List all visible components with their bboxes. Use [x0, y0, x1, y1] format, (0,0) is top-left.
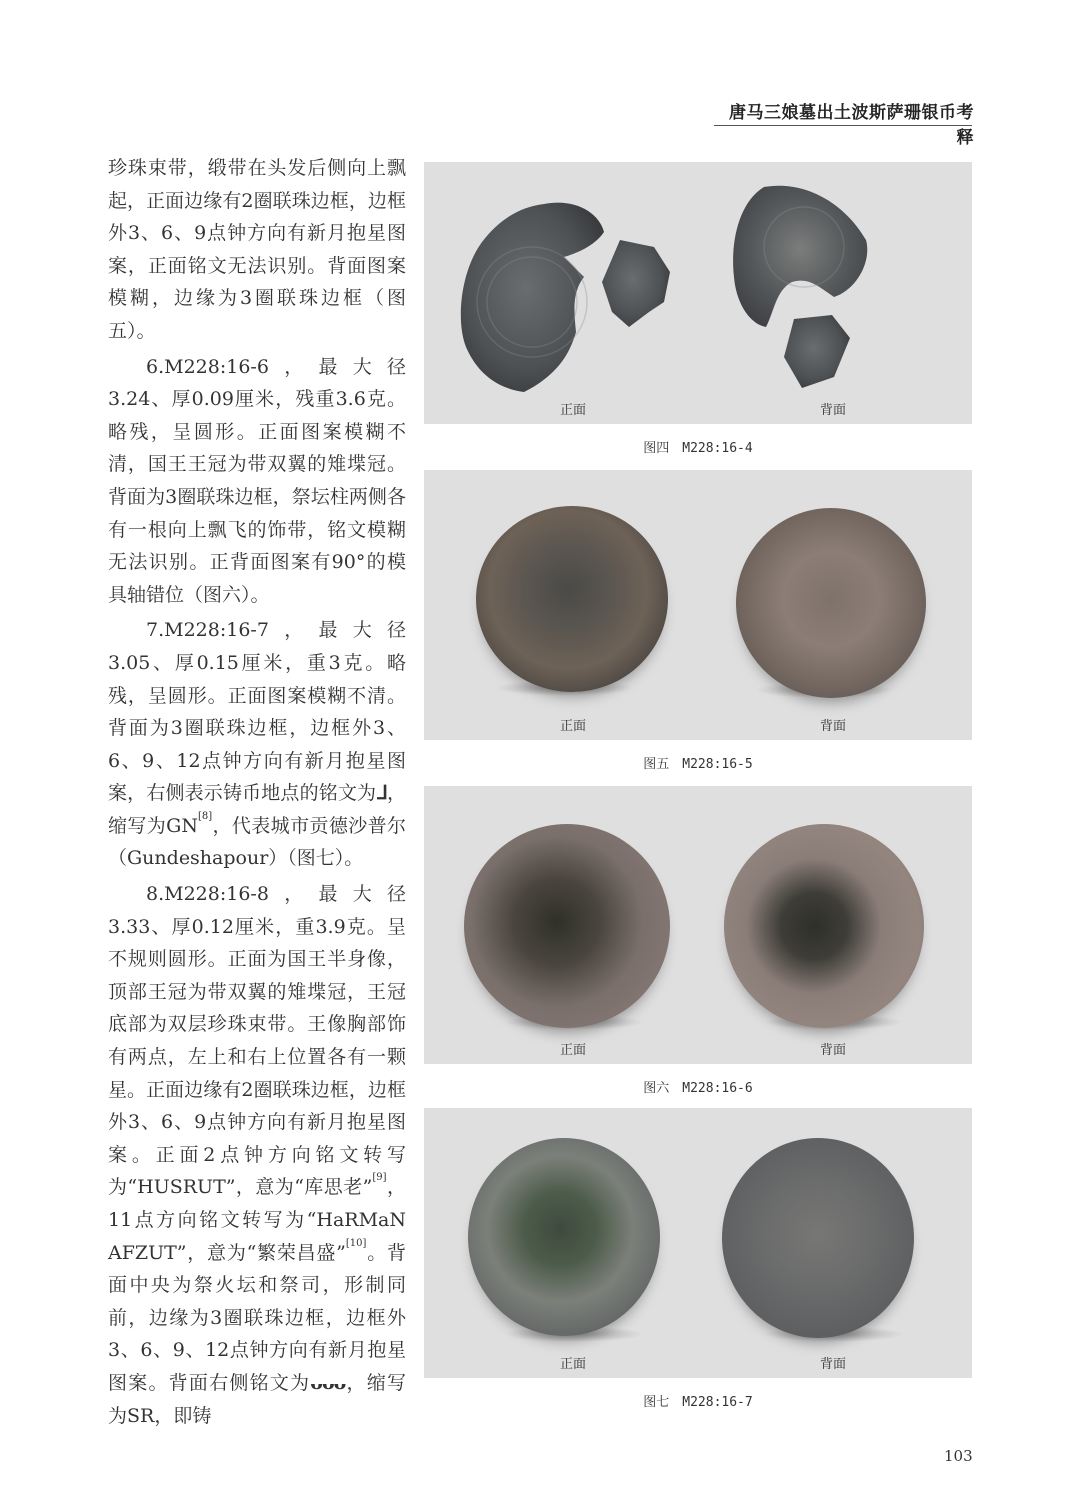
coin-reverse-image	[724, 824, 924, 1028]
reverse-label: 背面	[820, 1357, 847, 1372]
figure-6	[424, 786, 972, 1096]
figure-caption: 图六 M228:16-6	[643, 1081, 753, 1096]
coin-photo-panel	[424, 162, 972, 424]
pahlavi-mint-glyph-gn: ᒧ	[376, 782, 387, 805]
coin-fragments-image	[424, 162, 972, 424]
paragraph-item-7	[108, 614, 406, 875]
coin-photo-panel	[424, 786, 972, 1064]
paragraph-continued: 珍珠束带，缎带在头发后侧向上飘起，正面边缘有2圈联珠边框，边框外3、6、9点钟方向有新月抱星图案，正面铭文无法识别。背面图案模糊，边缘为3圈联珠边框（图五）。	[108, 157, 406, 342]
text-run: 8.M228:16-8，最大径3.33、厚0.12厘米，重3.9克。呈不规则圆形。正面为国王半身像，顶部王冠为带双翼的雉堞冠，王冠底部为双层珍珠束带。王像胸部饰有两点，左上和右上位置各有一颗星。正面边缘有2圈联珠边框，边框外3、6、9点钟方向有新月抱星图案。正面2点钟方向铭文转写为“HUSRUT”，意为“库思老”	[108, 883, 406, 1199]
figure-4	[424, 162, 972, 456]
footnote-ref-10[interactable]: [10]	[345, 1237, 367, 1249]
coin-obverse-image	[464, 824, 670, 1028]
figure-caption: 图四 M228:16-4	[643, 441, 753, 456]
reverse-label: 背面	[820, 1043, 847, 1058]
footnote-ref-9[interactable]: [9]	[372, 1172, 387, 1184]
paragraph-item-8	[108, 878, 406, 1432]
obverse-label: 正面	[560, 1357, 587, 1372]
reverse-label: 背面	[820, 719, 847, 734]
reverse-label: 背面	[820, 403, 847, 418]
figure-caption: 图五 M228:16-5	[643, 757, 753, 772]
pahlavi-mint-glyph-sr: ᴗᴗᴗ	[310, 1371, 346, 1394]
footnote-ref-8[interactable]: [8]	[197, 810, 213, 822]
obverse-label: 正面	[560, 1043, 587, 1058]
page-number: 103	[944, 1447, 973, 1465]
coin-obverse-image	[476, 506, 668, 692]
figure-7	[424, 1108, 972, 1410]
running-header-title: 唐马三娘墓出土波斯萨珊银币考释	[729, 103, 974, 148]
coin-obverse-image	[468, 1138, 660, 1336]
header-rule	[714, 125, 972, 126]
obverse-label: 正面	[560, 403, 587, 418]
coin-photo-panel	[424, 470, 972, 740]
body-text-column	[108, 152, 406, 1435]
coin-reverse-image	[722, 1138, 914, 1338]
coin-photo-panel	[424, 1108, 972, 1378]
obverse-label: 正面	[560, 719, 587, 734]
text-run: ，11点方向铭文转写为“HaRMaN AFZUT”，意为“繁荣昌盛”	[108, 1176, 406, 1264]
text-run: ，缩写为SR，即铸	[108, 1371, 406, 1427]
text-run: ，代表城市贡德沙普尔（Gundeshapour）（图七）。	[108, 814, 406, 870]
paragraph-item-6: 6.M228:16-6，最大径3.24、厚0.09厘米，残重3.6克。略残，呈圆形。正面图案模糊不清，国王王冠为带双翼的雉堞冠。背面为3圈联珠边框，祭坛柱两侧各有一根向上飘飞的饰带，铭文模糊无法识别。正背面图案有90°的模具轴错位（图六）。	[108, 355, 406, 606]
figure-5	[424, 470, 972, 772]
coin-reverse-image	[736, 508, 926, 698]
text-run: 7.M228:16-7，最大径3.05、厚0.15厘米，重3克。略残，呈圆形。正面图案模糊不清。背面为3圈联珠边框，边框外3、6、9、12点钟方向有新月抱星图案，右侧表示铸币地点的铭文为	[108, 619, 406, 805]
text-run: 。背面中央为祭火坛和祭司，形制同前，边缘为3圈联珠边框，边框外3、6、9、12点钟方向有新月抱星图案。背面右侧铭文为	[108, 1241, 406, 1394]
figure-caption: 图七 M228:16-7	[643, 1395, 753, 1410]
text-run: ，缩写为GN	[108, 782, 406, 837]
